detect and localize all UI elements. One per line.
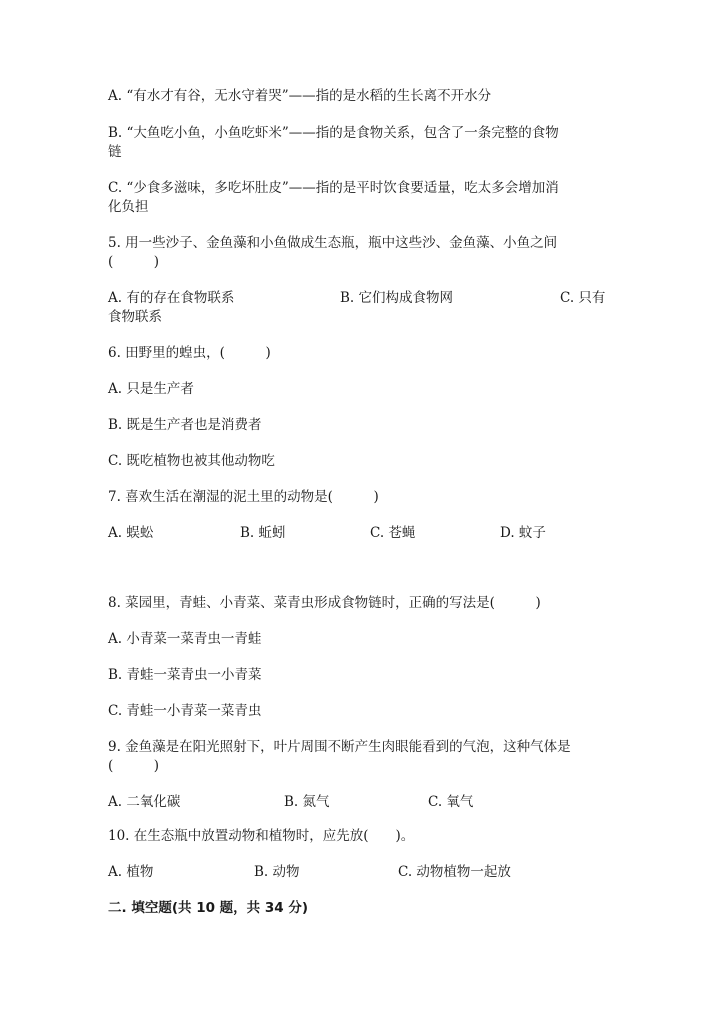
q8-stem: 8. 菜园里，青蛙、小青菜、菜青虫形成食物链时，正确的写法是( )	[108, 595, 541, 611]
q6-stem: 6. 田野里的蝗虫，( )	[108, 345, 271, 361]
q8-option-c: C. 青蛙一小青菜一菜青虫	[108, 703, 262, 719]
q9-option-b: B. 氮气	[284, 794, 330, 810]
q7-option-d: D. 蚊子	[500, 525, 546, 541]
q9-option-a: A. 二氧化碳	[108, 794, 181, 810]
q8-option-b: B. 青蛙一菜青虫一小青菜	[108, 667, 262, 683]
q6-option-b: B. 既是生产者也是消费者	[108, 417, 262, 433]
q5-option-c-line1: C. 只有	[560, 290, 606, 306]
q7-option-a: A. 蜈蚣	[108, 525, 154, 541]
q9-option-c: C. 氧气	[428, 794, 474, 810]
q5-stem-line1: 5. 用一些沙子、金鱼藻和小鱼做成生态瓶，瓶中这些沙、金鱼藻、小鱼之间	[108, 235, 558, 251]
q5-stem-line2: ( )	[108, 254, 160, 270]
q5-option-a: A. 有的存在食物联系	[108, 290, 235, 306]
q8-option-a: A. 小青菜一菜青虫一青蛙	[108, 631, 262, 647]
q5-option-c-line2: 食物联系	[108, 309, 162, 325]
q10-option-b: B. 动物	[254, 864, 300, 880]
q4-option-c-line2: 化负担	[108, 199, 149, 215]
q6-option-c: C. 既吃植物也被其他动物吃	[108, 453, 275, 469]
q5-option-b: B. 它们构成食物网	[340, 290, 454, 306]
q4-option-b-line2: 链	[108, 144, 122, 160]
q4-option-a: A. “有水才有谷，无水守着哭”——指的是水稻的生长离不开水分	[108, 88, 492, 104]
q7-stem: 7. 喜欢生活在潮湿的泥土里的动物是( )	[108, 489, 379, 505]
q9-stem-line1: 9. 金鱼藻是在阳光照射下，叶片周围不断产生肉眼能看到的气泡，这种气体是	[108, 739, 571, 755]
q6-option-a: A. 只是生产者	[108, 381, 194, 397]
q10-option-c: C. 动物植物一起放	[398, 864, 511, 880]
q7-option-c: C. 苍蝇	[370, 525, 416, 541]
q4-option-c-line1: C. “少食多滋味，多吃坏肚皮”——指的是平时饮食要适量，吃太多会增加消	[108, 180, 559, 196]
section-heading: 二. 填空题(共 10 题，共 34 分)	[108, 900, 309, 916]
q9-stem-line2: ( )	[108, 758, 160, 774]
q10-option-a: A. 植物	[108, 864, 154, 880]
q10-stem: 10. 在生态瓶中放置动物和植物时，应先放( )。	[108, 828, 415, 844]
q7-option-b: B. 蚯蚓	[240, 525, 286, 541]
q4-option-b-line1: B. “大鱼吃小鱼，小鱼吃虾米”——指的是食物关系，包含了一条完整的食物	[108, 125, 559, 141]
